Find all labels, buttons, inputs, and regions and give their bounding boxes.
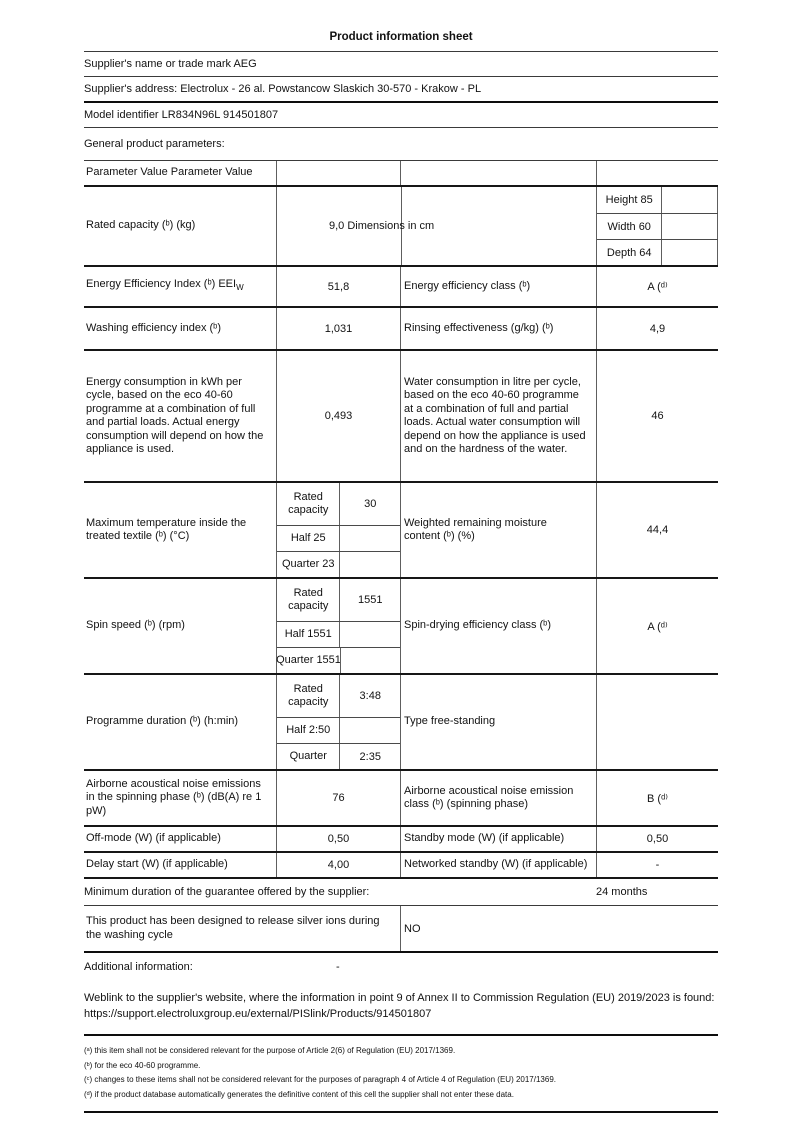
dimension-width: Width 60 — [607, 220, 651, 233]
max-temperature-subgrid — [276, 483, 400, 577]
rated-capacity-value-cell — [276, 187, 596, 265]
parameters-table — [84, 160, 718, 879]
eei-value: 51,8 — [276, 267, 400, 306]
subrow-half — [277, 525, 400, 551]
energy-class-value: A (ᵈ⁾ — [596, 267, 718, 306]
footnote-b: (ᵇ) for the eco 40-60 programme. — [84, 1060, 201, 1070]
subrow-half-value — [339, 526, 400, 551]
dimension-height: Height 85 — [605, 194, 653, 206]
silver-ions-row — [84, 906, 718, 953]
dimension-depth-value-cell — [661, 240, 718, 265]
table-header-empty-cell — [596, 161, 718, 185]
rated-capacity-label: Rated capacity (ᵇ) (kg) — [86, 219, 196, 232]
washing-efficiency-label: Washing efficiency index (ᵇ) — [86, 321, 221, 334]
supplier-address-row — [84, 77, 718, 103]
max-temperature-label: Maximum temperature inside the treated textile (ᵇ) (°C) — [86, 516, 247, 542]
dimension-row-depth — [597, 239, 718, 265]
table-header-row — [84, 161, 718, 187]
section-heading — [84, 128, 718, 160]
subrow-rated — [277, 579, 400, 621]
weblink-paragraph: Weblink to the supplier's website, where the information in point 9 of Annex II to Commission Regulation (EU) 2019/2023 is found: https://support.electroluxgroup.eu/external/PISlink/Products/914501807 — [84, 981, 718, 1036]
subrow-half-label: Half 2:50 — [286, 724, 331, 736]
row-washing-efficiency — [84, 308, 718, 351]
subrow-half — [277, 717, 400, 743]
energy-class-label: Energy efficiency class (ᵇ) — [400, 267, 596, 306]
subrow-half — [277, 621, 400, 647]
subrow-rated-label: Rated capacity — [288, 587, 329, 612]
dimension-width-value-cell — [661, 214, 718, 239]
footnote-c: (ᶜ) changes to these items shall not be considered relevant for the purposes of paragraph 4 of Article 4 of Regulation (EU) 2017/1369. — [84, 1075, 556, 1084]
spin-speed-label: Spin speed (ᵇ) (rpm) — [86, 619, 185, 632]
subrow-quarter-value — [340, 648, 400, 673]
programme-duration-subgrid — [276, 675, 400, 769]
row-rated-capacity — [84, 187, 718, 267]
silver-ions-value: NO — [400, 906, 718, 951]
noise-class-label: Airborne acoustical noise emission class (ᵇ) (spinning phase) — [400, 771, 596, 825]
subrow-rated-value: 1551 — [339, 579, 400, 621]
subrow-rated — [277, 483, 400, 525]
standby-mode-value: 0,50 — [596, 827, 718, 851]
delay-start-value: 4,00 — [276, 853, 400, 877]
section-heading-text: General product parameters: — [84, 138, 225, 150]
dimension-row-height — [597, 187, 718, 213]
guarantee-value: 24 months — [596, 886, 648, 898]
dimensions-cell — [596, 187, 718, 265]
footnotes-section — [84, 1036, 718, 1113]
networked-standby-label: Networked standby (W) (if applicable) — [400, 853, 596, 877]
row-delay-start — [84, 853, 718, 879]
row-energy-efficiency-index — [84, 267, 718, 308]
type-value-empty-cell — [596, 675, 718, 769]
dimension-height-value-cell — [661, 187, 718, 213]
subrow-quarter-value: 2:35 — [339, 744, 400, 769]
energy-consumption-value: 0,493 — [276, 351, 400, 481]
footnote-d: (ᵈ) if the product database automatically generates the definitive content of this cell the supplier shall not enter these data. — [84, 1089, 514, 1099]
table-header-empty-cell — [276, 161, 400, 185]
rated-capacity-value: 9,0 Dimensions in cm — [329, 220, 435, 232]
additional-information-row — [84, 953, 718, 981]
dimension-depth: Depth 64 — [606, 246, 652, 259]
guarantee-row — [84, 879, 718, 906]
off-mode-label: Off-mode (W) (if applicable) — [86, 832, 221, 845]
subrow-quarter-label: Quarter 1551 — [276, 654, 341, 666]
standby-mode-label: Standby mode (W) (if applicable) — [400, 827, 596, 851]
supplier-name-row — [84, 52, 718, 77]
noise-emissions-value: 76 — [276, 771, 400, 825]
row-maximum-temperature — [84, 483, 718, 579]
subrow-rated-value: 30 — [339, 483, 400, 525]
subrow-quarter — [277, 647, 400, 673]
sheet-content — [84, 0, 718, 1113]
subrow-half-value — [339, 718, 400, 743]
subrow-half-label: Half 25 — [290, 532, 326, 544]
footnote-a: (ᵃ) this item shall not be considered relevant for the purpose of Article 2(6) of Regulation (EU) 2017/1369. — [84, 1046, 456, 1055]
type-label: Type free-standing — [400, 675, 596, 769]
washing-efficiency-value: 1,031 — [276, 308, 400, 349]
subrow-rated-value: 3:48 — [339, 675, 400, 717]
subrow-rated-label: Rated capacity — [288, 491, 329, 516]
silver-ions-label: This product has been designed to release silver ions during the washing cycle — [86, 915, 380, 941]
subrow-quarter-value — [339, 552, 400, 577]
subrow-half-label: Half 1551 — [284, 628, 332, 640]
subrow-rated-label: Rated capacity — [288, 683, 329, 708]
row-airborne-noise — [84, 771, 718, 827]
subrow-quarter-label: Quarter — [289, 750, 327, 762]
row-off-mode — [84, 827, 718, 853]
row-spin-speed — [84, 579, 718, 675]
subrow-quarter — [277, 551, 400, 577]
water-consumption-label: Water consumption in litre per cycle, based on the eco 40-60 programme at a combination of full and partial loads. Actual water consumption will depend on how the appliance is used and on the hardness of the water. — [400, 351, 596, 481]
subrow-half-value — [339, 622, 400, 647]
remaining-moisture-label: Weighted remaining moisture content (ᵇ) (%) — [400, 483, 596, 577]
model-identifier-text: Model identifier LR834N96L 914501807 — [84, 109, 279, 121]
water-consumption-value: 46 — [596, 351, 718, 481]
table-header-empty-cell — [400, 161, 596, 185]
rinsing-effectiveness-value: 4,9 — [596, 308, 718, 349]
energy-consumption-label: Energy consumption in kWh per cycle, based on the eco 40-60 programme at a combination of full and partial loads. Actual energy consumption will depend on how the appliance is used. — [86, 375, 264, 455]
supplier-address-text: Supplier's address: Electrolux - 26 al. Powstancow Slaskich 30-570 - Krakow - PL — [84, 83, 482, 95]
rinsing-effectiveness-label: Rinsing effectiveness (g/kg) (ᵇ) — [400, 308, 596, 349]
row-programme-duration — [84, 675, 718, 771]
guarantee-label: Minimum duration of the guarantee offered by the supplier: — [84, 886, 370, 898]
page-title: Product information sheet — [84, 0, 718, 52]
spin-drying-class-value: A (ᵈ⁾ — [596, 579, 718, 673]
eei-label — [84, 267, 276, 306]
noise-class-value: B (ᵈ⁾ — [596, 771, 718, 825]
subrow-quarter-label: Quarter 23 — [281, 558, 335, 570]
supplier-name-text: Supplier's name or trade mark AEG — [84, 58, 257, 70]
table-header-cell: Parameter Value Parameter Value — [86, 166, 253, 179]
subrow-rated — [277, 675, 400, 717]
delay-start-label: Delay start (W) (if applicable) — [86, 858, 228, 871]
programme-duration-label: Programme duration (ᵇ) (h:min) — [86, 715, 239, 728]
remaining-moisture-value: 44,4 — [596, 483, 718, 577]
subrow-quarter — [277, 743, 400, 769]
spin-speed-subgrid — [276, 579, 400, 673]
model-identifier-row — [84, 103, 718, 128]
additional-information-value: - — [336, 961, 340, 973]
spin-drying-class-label: Spin-drying efficiency class (ᵇ) — [400, 579, 596, 673]
eei-label-subscript: W — [236, 283, 244, 293]
dimension-row-width — [597, 213, 718, 239]
eei-label-text: Energy Efficiency Index (ᵇ) EEI — [86, 278, 237, 291]
additional-information-label: Additional information: — [84, 961, 193, 973]
noise-emissions-label: Airborne acoustical noise emissions in the spinning phase (ᵇ) (dB(A) re 1 pW) — [86, 777, 262, 817]
networked-standby-value: - — [596, 853, 718, 877]
off-mode-value: 0,50 — [276, 827, 400, 851]
row-energy-consumption — [84, 351, 718, 483]
